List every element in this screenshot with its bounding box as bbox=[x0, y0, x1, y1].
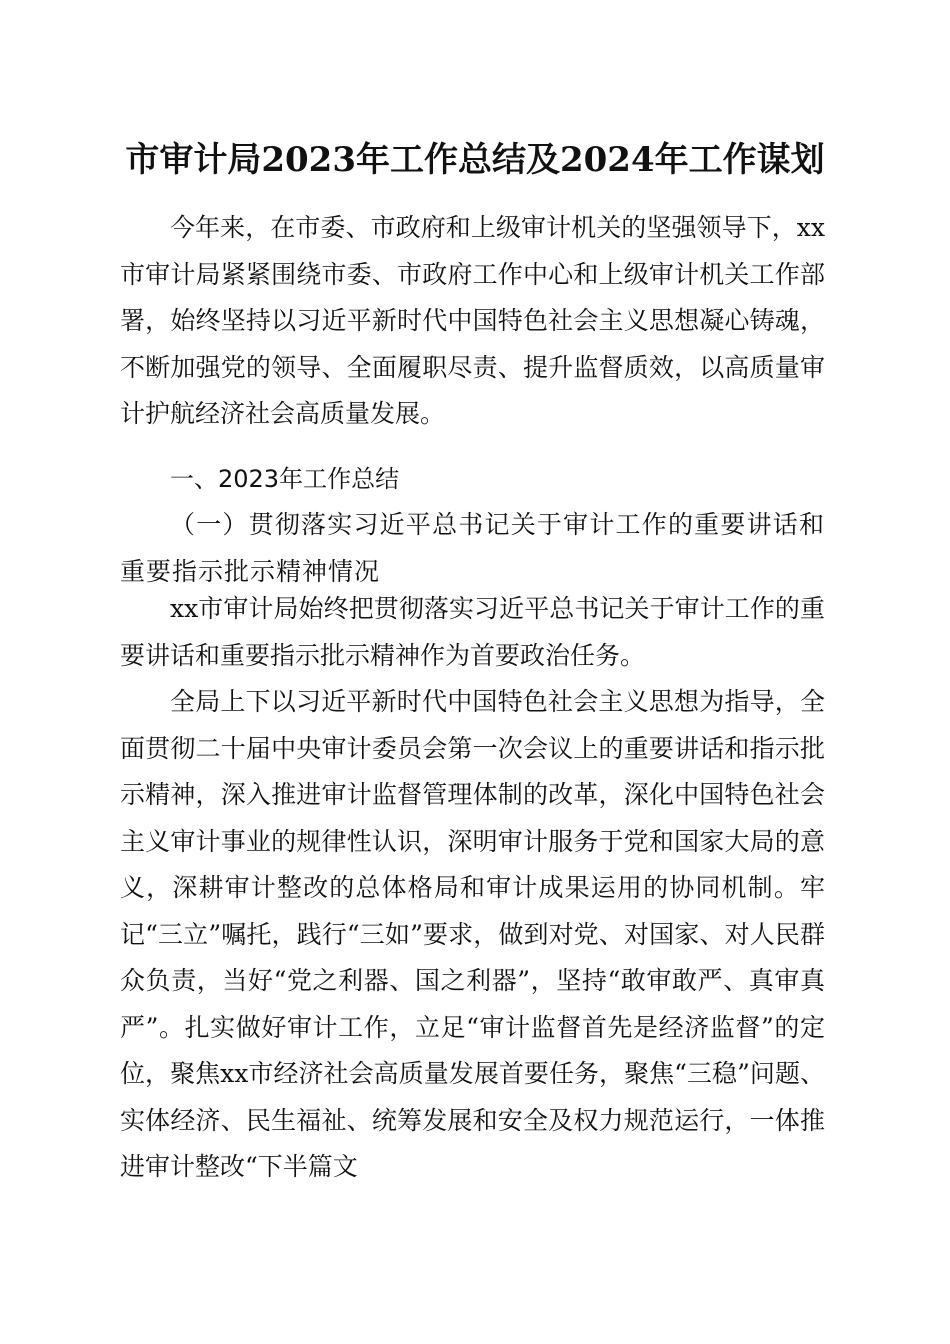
intro-paragraph: 今年来，在市委、市政府和上级审计机关的坚强领导下，xx市审计局紧紧围绕市委、市政府工作中心和上级审计机关工作部署，始终坚持以习近平新时代中国特色社会主义思想凝心铸魂，不断加强党的领导、全面履职尽责、提升监督质效，以高质量审计护航经济社会高质量发展。 bbox=[120, 213, 825, 428]
body-paragraph-2: 全局上下以习近平新时代中国特色社会主义思想为指导，全面贯彻二十届中央审计委员会第一次会议上的重要讲话和指示批示精神，深入推进审计监督管理体制的改革，深化中国特色社会主义审计事业的规律性认识，深明审计服务于党和国家大局的意义，深耕审计整改的总体格局和审计成果运用的协同机制。牢记“三立”嘱托，践行“三如”要求，做到对党、对国家、对人民群众负责，当好“党之利器、国之利器”，坚持“敢审敢严、真审真严”。扎实做好审计工作，立足“审计监督首先是经济监督”的定位，聚焦xx市经济社会高质量发展首要任务，聚焦“三稳”问题、实体经济、民生福祉、统筹发展和安全及权力规范运行，一体推进审计整改“下半篇文 bbox=[120, 687, 825, 1181]
body-paragraph-1: xx市审计局始终把贯彻落实习近平总书记关于审计工作的重要讲话和重要指示批示精神作为首要政治任务。 bbox=[120, 594, 825, 670]
section-heading: 一、2023年工作总结 bbox=[170, 465, 400, 493]
document-title: 市审计局2023年工作总结及2024年工作谋划 bbox=[125, 140, 825, 180]
subsection-heading: （一）贯彻落实习近平总书记关于审计工作的重要讲话和重要指示批示精神情况 bbox=[120, 510, 825, 586]
